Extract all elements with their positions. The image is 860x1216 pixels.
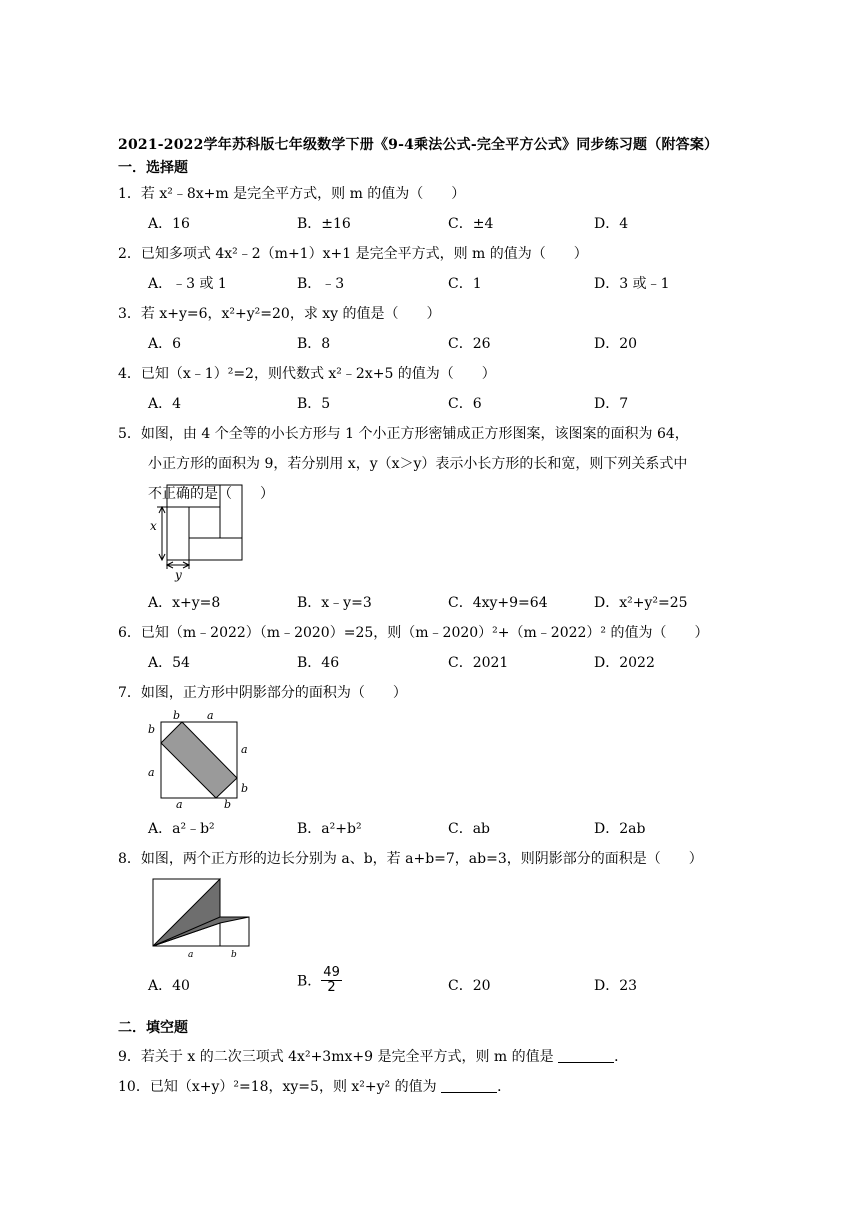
q8-option-d: D．23 [594,978,638,994]
q8-option-b-prefix: B． [297,973,322,990]
q7-square-shaded-rectangle-figure [145,708,255,810]
q10-answer-blank[interactable] [441,1078,497,1093]
q6-option-d: D．2022 [594,655,655,671]
q9-answer-blank[interactable] [558,1048,614,1063]
q1-option-a: A．16 [148,216,190,232]
section-heading-fill-in: 二．填空题 [118,1020,188,1036]
question-9 [118,1046,628,1066]
question-8-stem: 8．如图，两个正方形的边长分别为 a、b，若 a+b=7，ab=3，则阴影部分的面积是（ ） [118,851,703,867]
question-5-stem-line-1: 5．如图，由 4 个全等的小长方形与 1 个小正方形密铺成正方形图案，该图案的面积为 64， [118,426,689,442]
q6-option-c: C．2021 [448,655,509,671]
q2-option-c: C．1 [448,276,482,292]
q1-option-b: B．±16 [297,216,351,232]
q7-option-b: B．a²+b² [297,821,362,837]
q7-label-right-a: a [241,743,248,756]
q7-label-top-b: b [173,709,181,722]
q7-label-bottom-b: b [224,798,232,810]
q6-option-a: A．54 [148,655,190,671]
q3-option-c: C．26 [448,336,491,352]
q7-label-top-a: a [207,709,214,722]
q8-option-c: C．20 [448,978,491,994]
q2-option-d: D．3 或﹣1 [594,276,670,292]
q4-option-a: A．4 [148,396,182,412]
q7-label-left-b: b [148,723,156,736]
q5-option-a: A．x+y=8 [148,595,221,611]
question-5-stem-line-2: 小正方形的面积为 9，若分别用 x，y（x＞y）表示小长方形的长和宽，则下列关系式中 [148,456,688,472]
q4-option-d: D．7 [594,396,629,412]
q5-option-b: B．x﹣y=3 [297,595,372,611]
document-title: 2021-2022学年苏科版七年级数学下册《9-4乘法公式-完全平方公式》同步练习题（附答案） [118,137,719,153]
question-5-stem-line-3: 不正确的是（ ） [148,486,274,502]
q8-two-squares-shaded-figure [148,876,254,960]
question-9-stem: 9．若关于 x 的二次三项式 4x²+3mx+9 是完全平方式，则 m 的值是 [118,1049,554,1065]
q5-square-tiling-figure [145,478,255,584]
question-1-stem: 1．若 x²﹣8x+m 是完全平方式，则 m 的值为（ ） [118,186,466,202]
question-6-stem: 6．已知（m﹣2022）（m﹣2020）=25，则（m﹣2020）²+（m﹣2022）² 的值为（ ） [118,625,709,641]
q8-option-a: A．40 [148,978,190,994]
q1-option-d: D．4 [594,216,629,232]
q9-end-mark: ． [614,1049,629,1065]
q8-label-a: a [188,950,194,960]
q10-end-mark: ． [497,1079,512,1095]
q5-label-x: x [150,519,157,533]
q7-option-d: D．2ab [594,821,646,837]
question-4-stem: 4．已知（x﹣1）²=2，则代数式 x²﹣2x+5 的值为（ ） [118,366,496,382]
question-10 [118,1076,511,1096]
q7-label-left-a: a [148,766,155,779]
q7-label-bottom-a: a [176,798,183,810]
q8-fraction-numerator: 49 [323,965,340,980]
q7-option-a: A．a²﹣b² [148,821,215,837]
q4-option-c: C．6 [448,396,482,412]
q7-label-right-b: b [241,782,249,795]
q3-option-a: A．6 [148,336,182,352]
question-3-stem: 3．若 x+y=6，x²+y²=20，求 xy 的值是（ ） [118,306,441,322]
q5-option-c: C．4xy+9=64 [448,595,548,611]
q5-option-d: D．x²+y²=25 [594,595,688,611]
q7-option-c: C．ab [448,821,491,837]
q8-fraction-denominator: 2 [327,980,336,995]
q2-option-b: B．﹣3 [297,276,345,292]
question-10-stem: 10．已知（x+y）²=18，xy=5，则 x²+y² 的值为 [118,1079,437,1095]
q5-label-y: y [175,568,182,582]
q6-option-b: B．46 [297,655,340,671]
q3-option-d: D．20 [594,336,638,352]
q4-option-b: B．5 [297,396,331,412]
question-7-stem: 7．如图，正方形中阴影部分的面积为（ ） [118,685,407,701]
q8-option-b [297,966,342,995]
section-heading-choice: 一．选择题 [118,160,188,176]
q3-option-b: B．8 [297,336,331,352]
q2-option-a: A．﹣3 或 1 [148,276,227,292]
q8-option-b-fraction [321,966,342,995]
q1-option-c: C．±4 [448,216,494,232]
q8-label-b: b [231,950,237,960]
question-2-stem: 2．已知多项式 4x²﹣2（m+1）x+1 是完全平方式，则 m 的值为（ ） [118,246,588,262]
